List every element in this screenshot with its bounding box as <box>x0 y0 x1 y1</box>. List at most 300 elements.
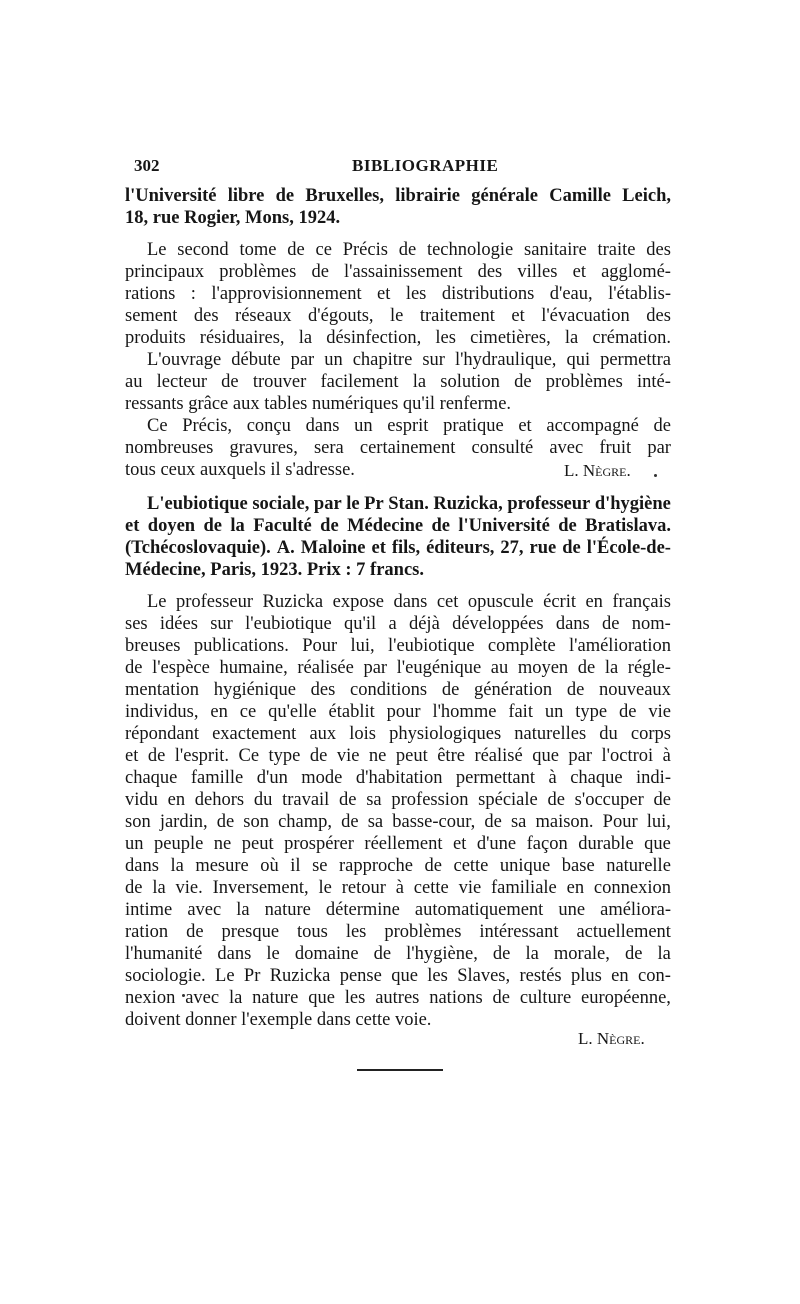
word: basse-cour, <box>392 812 476 832</box>
word: l'établis- <box>608 284 671 304</box>
word: villes <box>517 262 558 282</box>
word: humaine, <box>219 658 288 678</box>
word: cette <box>453 856 489 876</box>
word: traitement <box>419 306 495 326</box>
word: par <box>647 438 671 458</box>
word: trouver <box>252 372 307 392</box>
word: prospérer <box>284 834 354 854</box>
word: vie. <box>175 878 203 898</box>
text-line <box>125 305 671 327</box>
word: permettant <box>455 768 536 788</box>
word: L'eubiotique <box>147 494 248 514</box>
word: des <box>477 262 503 282</box>
word: améliora- <box>600 900 671 920</box>
word: mentation <box>125 680 199 700</box>
word: la <box>228 988 243 1008</box>
word: lecteur <box>156 372 207 392</box>
word: inté- <box>636 372 671 392</box>
word: Faculté <box>253 516 312 536</box>
word: et <box>518 416 532 436</box>
word: débute <box>231 350 281 370</box>
word: de <box>492 988 510 1008</box>
word: ses <box>125 614 148 634</box>
word: agglomé- <box>601 262 671 282</box>
word: consulté <box>471 438 534 458</box>
word: la <box>230 516 245 536</box>
word: traite <box>597 240 636 260</box>
word: de <box>514 372 532 392</box>
review-signature: L. Nègre. <box>564 461 631 480</box>
word: de <box>341 812 359 832</box>
word: cimetières, <box>470 328 551 348</box>
word: ne <box>368 746 387 766</box>
word: le <box>266 944 280 964</box>
word: des <box>646 240 671 260</box>
word: par <box>313 494 342 514</box>
word: à <box>395 878 404 898</box>
word: par <box>568 746 593 766</box>
word: moyen <box>517 658 569 678</box>
word: les <box>427 966 448 986</box>
text-line <box>125 701 671 723</box>
word: solution <box>440 372 500 392</box>
word: jardin, <box>159 812 208 832</box>
word: automatiquement <box>414 900 544 920</box>
word: de <box>125 878 143 898</box>
word: l'hydraulique, <box>454 350 557 370</box>
word: l'homme <box>432 702 497 722</box>
word: Camille <box>549 186 611 206</box>
word: générale <box>471 186 539 206</box>
word: d'hygiène <box>594 494 671 514</box>
word: de <box>547 790 565 810</box>
word: de <box>216 812 235 832</box>
word: Pr <box>364 494 384 514</box>
word: type <box>575 702 608 722</box>
word: que <box>532 746 559 766</box>
word: de <box>125 658 143 678</box>
word: nature <box>252 988 299 1008</box>
word: et <box>511 306 525 326</box>
word: problèmes <box>545 372 623 392</box>
word: de <box>562 538 581 558</box>
word: l'eugénique <box>396 658 482 678</box>
word: chaque <box>125 768 178 788</box>
word: désinfection, <box>326 328 422 348</box>
word: rue <box>529 538 557 558</box>
word: technologie <box>426 240 514 260</box>
word: problèmes <box>219 262 297 282</box>
word: champ, <box>278 812 333 832</box>
word: l'octroi <box>601 746 654 766</box>
word: la <box>657 944 671 964</box>
word: que <box>644 834 671 854</box>
word: travail <box>282 790 330 810</box>
section-end-rule <box>357 1069 443 1071</box>
stray-dot <box>182 994 185 997</box>
word: lui, <box>646 812 671 832</box>
word: avec <box>185 988 220 1008</box>
word: à <box>548 768 557 788</box>
word: facilement <box>320 372 399 392</box>
word: fait <box>508 702 533 722</box>
word: sera <box>313 438 344 458</box>
word: culture <box>519 988 572 1008</box>
word: que <box>308 988 335 1008</box>
word: éditeurs, <box>426 538 495 558</box>
word: de <box>147 746 166 766</box>
word: avec <box>549 438 584 458</box>
word: nexion <box>125 988 176 1008</box>
word: naturelles <box>514 724 587 744</box>
word: la <box>152 878 166 898</box>
text-line <box>125 679 671 701</box>
citation-line <box>125 515 671 537</box>
word: presque <box>221 922 280 942</box>
word: résiduaires, <box>199 328 285 348</box>
word: l'Université <box>125 186 217 206</box>
word: connexion <box>593 878 671 898</box>
word: Ruzicka <box>262 592 324 612</box>
word: a <box>388 614 397 634</box>
stray-dot <box>654 474 657 477</box>
word: déjà <box>408 614 440 634</box>
word: de <box>320 516 339 536</box>
word: de <box>221 372 239 392</box>
word: plus <box>570 966 602 986</box>
word: et <box>452 834 467 854</box>
word: son <box>243 812 269 832</box>
word: des <box>646 306 671 326</box>
word: complète <box>487 636 556 656</box>
word: opuscule <box>467 592 534 612</box>
word: sa <box>366 790 382 810</box>
word: peut <box>241 834 274 854</box>
word: restés <box>519 966 562 986</box>
word: et <box>377 284 391 304</box>
word: à <box>662 746 671 766</box>
word: domaine <box>294 944 359 964</box>
word: publications. <box>193 636 289 656</box>
word: Inversement, <box>212 878 309 898</box>
word: sociologie. <box>125 966 206 986</box>
word: produits <box>125 328 186 348</box>
word: de <box>311 262 329 282</box>
word: d'égouts, <box>308 306 374 326</box>
word: de <box>602 614 620 634</box>
word: cet <box>436 592 459 612</box>
word: des <box>310 680 336 700</box>
text-line <box>125 943 671 965</box>
word: : <box>190 284 196 304</box>
word: d'eau, <box>549 284 593 304</box>
text-line: doivent donner l'exemple dans cette voie. <box>125 1010 432 1030</box>
word: libre <box>227 186 265 206</box>
word: Bratislava. <box>585 516 671 536</box>
word: lui, <box>350 636 375 656</box>
word: avec <box>187 900 222 920</box>
text-line <box>125 789 671 811</box>
word: en <box>566 878 585 898</box>
word: individus, <box>125 702 199 722</box>
text-line <box>125 855 671 877</box>
word: principaux <box>125 262 205 282</box>
word: sur <box>422 350 445 370</box>
word: de <box>558 516 577 536</box>
word: européenne, <box>581 988 671 1008</box>
word: l'approvisionnement <box>211 284 362 304</box>
text-line <box>125 811 671 833</box>
review-signature: L. Nègre. <box>578 1029 645 1048</box>
word: du <box>253 790 273 810</box>
word: le <box>346 494 360 514</box>
word: l'assainissement <box>344 262 463 282</box>
word: Slaves, <box>457 966 511 986</box>
text-line <box>147 349 671 371</box>
word: les <box>435 328 456 348</box>
word: l'amélioration <box>569 636 671 656</box>
word: librairie <box>395 186 460 206</box>
word: ration <box>125 922 169 942</box>
word: profession <box>391 790 469 810</box>
word: Maloine <box>300 538 366 558</box>
word: lois <box>349 724 376 744</box>
word: au <box>125 372 143 392</box>
word: de <box>203 516 222 536</box>
text-line <box>125 965 671 987</box>
word: la <box>525 944 539 964</box>
word: le <box>318 878 332 898</box>
word: écrit <box>543 592 576 612</box>
text-line <box>125 327 671 349</box>
word: sa <box>510 812 527 832</box>
word: son <box>125 812 151 832</box>
word: de <box>339 790 357 810</box>
word: rations <box>125 284 176 304</box>
word: un <box>125 834 144 854</box>
word: actuellement <box>576 922 671 942</box>
word: l'évacuation <box>541 306 630 326</box>
word: pratique <box>443 416 504 436</box>
word: au <box>490 658 509 678</box>
word: crémation. <box>592 328 671 348</box>
word: Ruzicka <box>269 966 331 986</box>
word: qui <box>566 350 591 370</box>
word: un <box>324 350 343 370</box>
word: problèmes <box>384 922 462 942</box>
word: de <box>624 944 643 964</box>
word: (Tchécoslovaquie). <box>125 538 271 558</box>
word: dans <box>555 614 590 634</box>
word: génération <box>474 680 553 700</box>
word: un <box>544 702 564 722</box>
word: sanitaire <box>524 240 587 260</box>
word: réalisée <box>297 658 354 678</box>
word: de <box>287 240 305 260</box>
word: ne <box>213 834 232 854</box>
word: base <box>561 856 595 876</box>
word: sement <box>125 306 178 326</box>
word: Médecine <box>347 516 424 536</box>
word: les <box>345 922 367 942</box>
word: Bruxelles, <box>305 186 384 206</box>
word: la <box>604 658 619 678</box>
text-line <box>125 723 671 745</box>
word: et <box>125 746 139 766</box>
word: vidu <box>125 790 158 810</box>
word: vie <box>336 746 360 766</box>
word: intime <box>125 900 173 920</box>
word: naturelle <box>606 856 671 876</box>
word: du <box>599 724 618 744</box>
word: Ce <box>238 746 260 766</box>
word: fruit <box>599 438 632 458</box>
word: et <box>572 262 586 282</box>
word: de <box>441 680 460 700</box>
word: ce <box>239 702 257 722</box>
word: distributions <box>441 284 535 304</box>
word: dans <box>125 856 159 876</box>
word: idées <box>159 614 198 634</box>
word: de <box>566 680 585 700</box>
word: régle- <box>627 658 671 678</box>
word: professeur <box>507 494 591 514</box>
word: Le <box>147 240 167 260</box>
word: français <box>612 592 671 612</box>
word: chapitre <box>352 350 413 370</box>
word: Pour <box>602 812 638 832</box>
word: qu'elle <box>268 702 317 722</box>
word: par <box>363 658 388 678</box>
text-line <box>125 261 671 283</box>
word: pense <box>339 966 382 986</box>
word: réellement <box>364 834 443 854</box>
word: en <box>167 790 186 810</box>
word: unique <box>499 856 551 876</box>
word: il <box>290 856 301 876</box>
word: réalisé <box>474 746 523 766</box>
word: certainement <box>359 438 456 458</box>
word: spéciale <box>478 790 538 810</box>
word: l'eubiotique <box>387 636 475 656</box>
word: accompagné <box>546 416 639 436</box>
word: peut <box>395 746 428 766</box>
word: qu'il <box>344 614 377 634</box>
word: de <box>431 516 450 536</box>
word: de <box>373 944 392 964</box>
word: intéressant <box>479 922 559 942</box>
word: esprit <box>387 416 429 436</box>
word: morale, <box>553 944 610 964</box>
text-line <box>125 833 671 855</box>
word: tous <box>297 922 328 942</box>
word: Le <box>215 966 235 986</box>
word: la <box>236 900 250 920</box>
word: 27, <box>500 538 524 558</box>
page-header <box>134 156 680 180</box>
word: expose <box>332 592 384 612</box>
word: l'esprit. <box>174 746 229 766</box>
citation-line <box>147 493 671 515</box>
text-line <box>125 921 671 943</box>
word: durable <box>578 834 634 854</box>
word: en <box>210 702 228 722</box>
word: nom- <box>631 614 671 634</box>
word: vie <box>648 702 671 722</box>
word: d'un <box>256 768 288 788</box>
citation-line: Médecine, Paris, 1923. Prix : 7 francs. <box>125 560 425 580</box>
word: de <box>577 658 596 678</box>
text-line: tous ceux auxquels il s'adresse. <box>125 460 355 480</box>
word: rapproche <box>339 856 413 876</box>
word: d'une <box>476 834 517 854</box>
text-line: 18, rue Rogier, Mons, 1924. <box>125 208 341 228</box>
text-line <box>125 899 671 921</box>
word: l'eubiotique <box>245 614 332 634</box>
word: nature <box>264 900 311 920</box>
text-line <box>125 767 671 789</box>
text-line <box>125 283 671 305</box>
word: en <box>585 592 603 612</box>
word: maison. <box>535 812 594 832</box>
word: nombreuses <box>125 438 214 458</box>
word: nouveaux <box>599 680 671 700</box>
word: Pour <box>302 636 338 656</box>
word: breuses <box>125 636 181 656</box>
word: tome <box>239 240 277 260</box>
word: l'espèce <box>152 658 210 678</box>
word: hygiénique <box>213 680 296 700</box>
word: permettra <box>600 350 671 370</box>
text-line <box>125 657 671 679</box>
word: conçu <box>246 416 291 436</box>
word: où <box>260 856 279 876</box>
word: chaque <box>570 768 623 788</box>
word: une <box>558 900 586 920</box>
word: de <box>275 186 295 206</box>
word: la <box>170 856 184 876</box>
word: retour <box>341 878 386 898</box>
word: réseaux <box>235 306 292 326</box>
word: Pr <box>243 966 261 986</box>
word: conditions <box>350 680 428 700</box>
word: physiologiques <box>389 724 502 744</box>
word: Ce <box>147 416 168 436</box>
word: sa <box>367 812 384 832</box>
word: de <box>186 922 204 942</box>
word: s'occuper <box>574 790 644 810</box>
word: ce <box>315 240 332 260</box>
word: dans <box>393 592 428 612</box>
text-line <box>125 877 671 899</box>
text-line <box>125 613 671 635</box>
word: le <box>390 306 404 326</box>
word: les <box>344 988 366 1008</box>
page-number: 302 <box>134 156 160 175</box>
word: des <box>193 306 219 326</box>
word: développées <box>452 614 544 634</box>
word: aux <box>309 724 337 744</box>
word: la <box>298 328 313 348</box>
text-line: ressants grâce aux tables numériques qu'il renferme. <box>125 394 512 414</box>
word: doyen <box>147 516 196 536</box>
word: de <box>398 240 417 260</box>
text-line <box>125 371 671 393</box>
word: Stan. <box>388 494 429 514</box>
word: de <box>653 416 671 436</box>
text-line <box>125 185 671 207</box>
word: second <box>177 240 229 260</box>
